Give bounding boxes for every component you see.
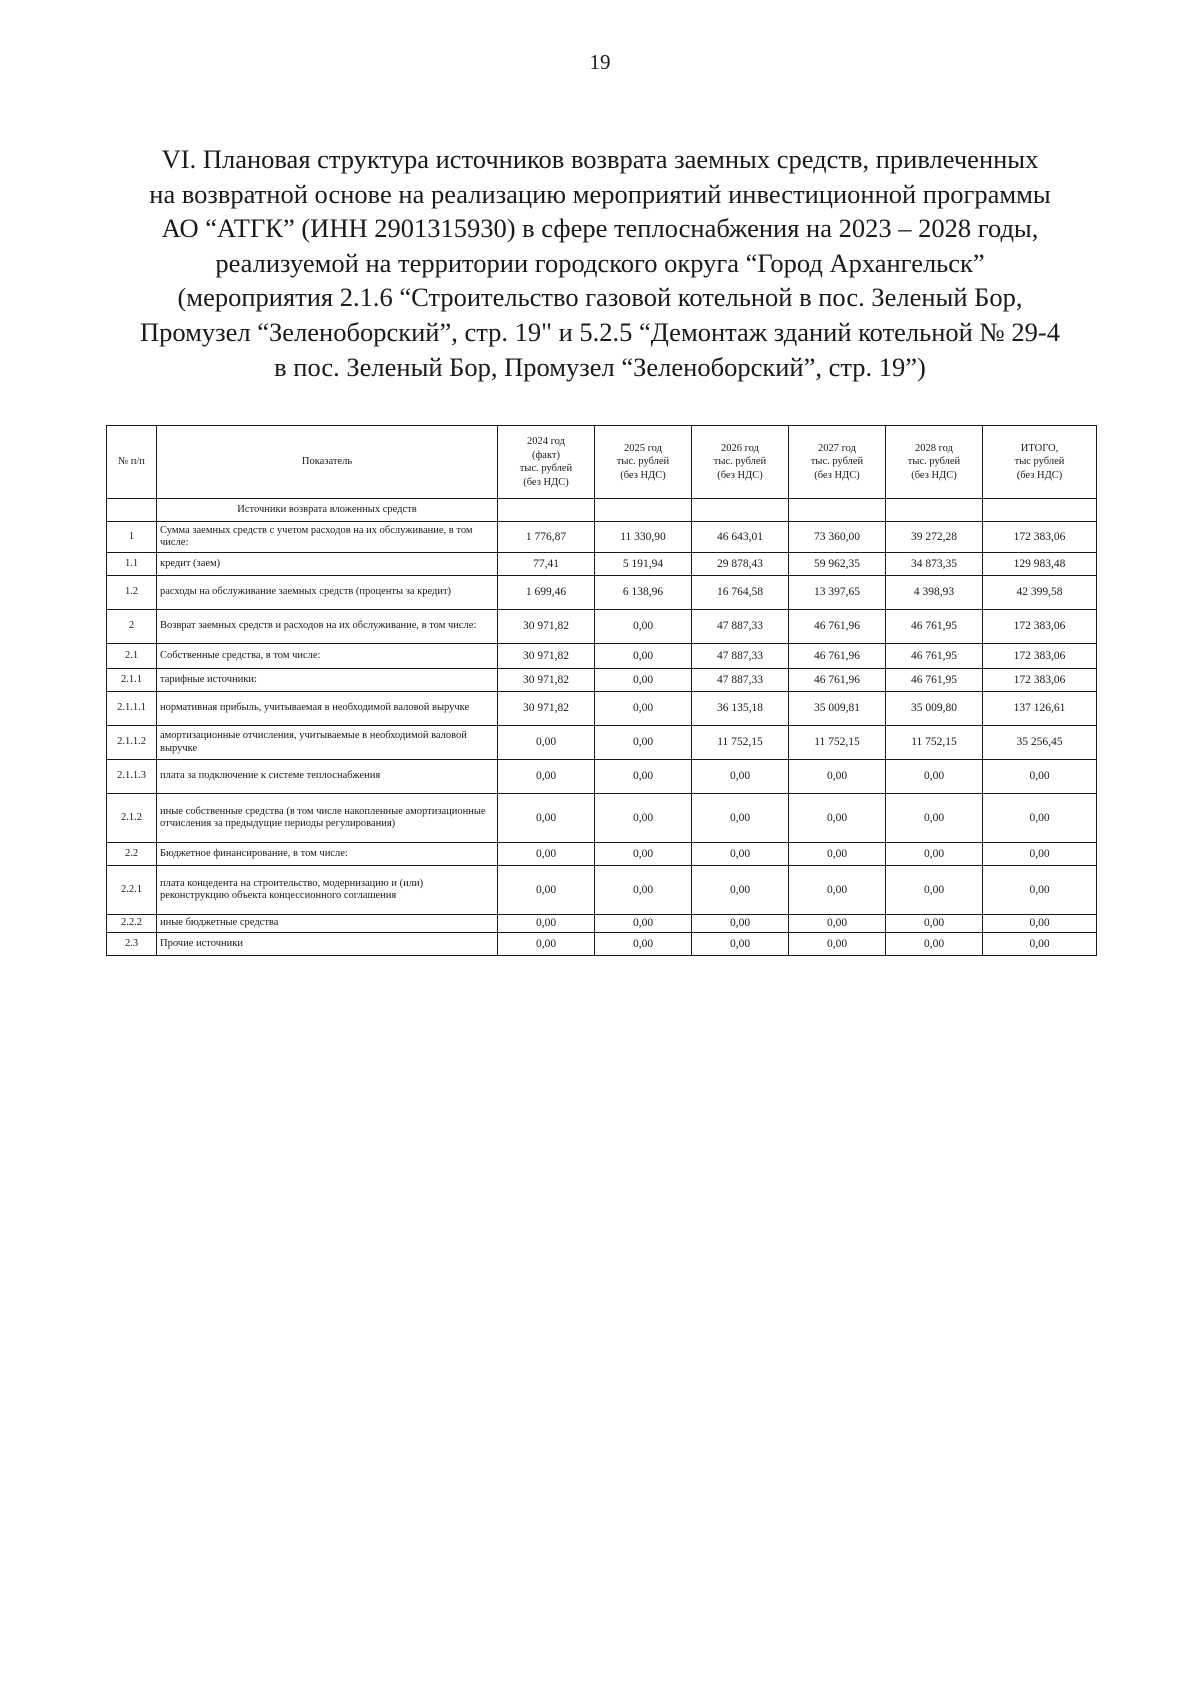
row-num: 1.1 xyxy=(107,553,157,576)
cell-2025: 0,00 xyxy=(595,644,692,669)
section-cell-empty xyxy=(789,499,886,522)
cell-2025: 0,00 xyxy=(595,692,692,726)
row-num: 2.1.1 xyxy=(107,669,157,692)
cell-2027: 11 752,15 xyxy=(789,726,886,760)
cell-2028: 0,00 xyxy=(886,760,983,794)
cell-2026: 47 887,33 xyxy=(692,610,789,644)
cell-total: 0,00 xyxy=(983,794,1097,843)
cell-2025: 0,00 xyxy=(595,760,692,794)
cell-2026: 0,00 xyxy=(692,933,789,956)
table-row xyxy=(107,644,1097,669)
cell-2025: 5 191,94 xyxy=(595,553,692,576)
header-2025-line: 2025 год xyxy=(624,442,662,454)
cell-2025: 6 138,96 xyxy=(595,576,692,610)
header-2027-line: (без НДС) xyxy=(814,469,860,481)
cell-2025: 11 330,90 xyxy=(595,522,692,553)
cell-total: 35 256,45 xyxy=(983,726,1097,760)
cell-2028: 0,00 xyxy=(886,843,983,866)
header-2026 xyxy=(692,426,789,499)
table-row xyxy=(107,866,1097,915)
table-row xyxy=(107,726,1097,760)
title-line-3: АО “АТГК” (ИНН 2901315930) в сфере теплоснабжения на 2023 – 2028 годы, xyxy=(161,213,1039,244)
cell-2024: 30 971,82 xyxy=(498,692,595,726)
cell-2024: 0,00 xyxy=(498,843,595,866)
cell-2026: 0,00 xyxy=(692,843,789,866)
cell-2028: 0,00 xyxy=(886,794,983,843)
page-number: 19 xyxy=(589,50,611,74)
title-line-5: (мероприятия 2.1.6 “Строительство газовой котельной в пос. Зеленый Бор, xyxy=(177,282,1023,313)
table-row xyxy=(107,692,1097,726)
header-2025-line: (без НДС) xyxy=(620,469,666,481)
header-total-line: тыс рублей xyxy=(1014,456,1065,468)
cell-2026: 36 135,18 xyxy=(692,692,789,726)
table-row xyxy=(107,610,1097,644)
row-label: Возврат заемных средств и расходов на их обслуживание, в том числе: xyxy=(157,610,498,644)
row-num: 2 xyxy=(107,610,157,644)
cell-2026: 0,00 xyxy=(692,794,789,843)
row-label: иные собственные средства (в том числе накопленные амортизационные отчисления за предыдущие периоды регулирования) xyxy=(157,794,498,843)
cell-2027: 35 009,81 xyxy=(789,692,886,726)
cell-2024: 77,41 xyxy=(498,553,595,576)
cell-total: 0,00 xyxy=(983,760,1097,794)
cell-total: 137 126,61 xyxy=(983,692,1097,726)
row-label: Собственные средства, в том числе: xyxy=(157,644,498,669)
cell-2027: 0,00 xyxy=(789,866,886,915)
cell-2024: 0,00 xyxy=(498,915,595,933)
cell-2026: 16 764,58 xyxy=(692,576,789,610)
row-num: 2.2.2 xyxy=(107,915,157,933)
row-label: тарифные источники: xyxy=(157,669,498,692)
header-indicator: Показатель xyxy=(157,426,498,499)
cell-total: 172 383,06 xyxy=(983,610,1097,644)
title-line-6: Промузел “Зеленоборский”, стр. 19" и 5.2.5 “Демонтаж зданий котельной № 29-4 xyxy=(140,316,1060,347)
header-2027-line: 2027 год xyxy=(818,442,856,454)
title-line-4: реализуемой на территории городского округа “Город Архангельск” xyxy=(215,247,985,278)
row-num: 2.2.1 xyxy=(107,866,157,915)
cell-2024: 0,00 xyxy=(498,866,595,915)
cell-2026: 29 878,43 xyxy=(692,553,789,576)
cell-2028: 4 398,93 xyxy=(886,576,983,610)
header-2025-line: тыс. рублей xyxy=(616,456,670,468)
cell-total: 129 983,48 xyxy=(983,553,1097,576)
cell-2025: 0,00 xyxy=(595,866,692,915)
section-row xyxy=(107,499,1097,522)
cell-2028: 46 761,95 xyxy=(886,644,983,669)
cell-2027: 46 761,96 xyxy=(789,669,886,692)
row-num: 1 xyxy=(107,522,157,553)
cell-2027: 0,00 xyxy=(789,760,886,794)
cell-2027: 0,00 xyxy=(789,933,886,956)
table-row xyxy=(107,522,1097,553)
cell-2025: 0,00 xyxy=(595,933,692,956)
title-line-1: VI. Плановая структура источников возврата заемных средств, привлеченных xyxy=(161,144,1039,174)
cell-2028: 34 873,35 xyxy=(886,553,983,576)
row-label: нормативная прибыль, учитываемая в необходимой валовой выручке xyxy=(157,692,498,726)
table-row xyxy=(107,553,1097,576)
cell-total: 172 383,06 xyxy=(983,522,1097,553)
cell-2027: 0,00 xyxy=(789,794,886,843)
cell-2025: 0,00 xyxy=(595,843,692,866)
row-label: иные бюджетные средства xyxy=(157,915,498,933)
cell-2028: 0,00 xyxy=(886,933,983,956)
cell-total: 172 383,06 xyxy=(983,644,1097,669)
row-label: плата за подключение к системе теплоснабжения xyxy=(157,760,498,794)
row-label: амортизационные отчисления, учитываемые в необходимой валовой выручке xyxy=(157,726,498,760)
cell-2027: 0,00 xyxy=(789,843,886,866)
row-label: расходы на обслуживание заемных средств (проценты за кредит) xyxy=(157,576,498,610)
cell-2027: 46 761,96 xyxy=(789,644,886,669)
cell-2028: 46 761,95 xyxy=(886,610,983,644)
cell-2026: 46 643,01 xyxy=(692,522,789,553)
table-row xyxy=(107,576,1097,610)
cell-2028: 39 272,28 xyxy=(886,522,983,553)
cell-total: 172 383,06 xyxy=(983,669,1097,692)
header-2024-line: 2024 год xyxy=(527,436,565,447)
cell-2026: 0,00 xyxy=(692,866,789,915)
header-2024-line: (факт) xyxy=(531,449,560,461)
header-2028 xyxy=(886,426,983,499)
section-cell-empty xyxy=(886,499,983,522)
row-num: 2.1.2 xyxy=(107,794,157,843)
row-num: 1.2 xyxy=(107,576,157,610)
header-2024-line: (без НДС) xyxy=(523,476,569,488)
cell-2027: 73 360,00 xyxy=(789,522,886,553)
section-cell-empty xyxy=(692,499,789,522)
cell-2025: 0,00 xyxy=(595,794,692,843)
cell-2028: 0,00 xyxy=(886,866,983,915)
cell-total: 0,00 xyxy=(983,866,1097,915)
row-num: 2.1.1.3 xyxy=(107,760,157,794)
header-num: № п/п xyxy=(107,426,157,499)
cell-total: 0,00 xyxy=(983,915,1097,933)
cell-2024: 1 776,87 xyxy=(498,522,595,553)
cell-2027: 0,00 xyxy=(789,915,886,933)
header-total-line: ИТОГО, xyxy=(1020,442,1059,454)
sources-table xyxy=(106,425,1097,956)
header-2024 xyxy=(498,426,595,499)
header-2028-line: 2028 год xyxy=(915,442,953,454)
cell-2026: 0,00 xyxy=(692,760,789,794)
cell-2024: 30 971,82 xyxy=(498,644,595,669)
cell-2024: 0,00 xyxy=(498,760,595,794)
header-total xyxy=(983,426,1097,499)
section-cell-empty xyxy=(107,499,157,522)
cell-2028: 46 761,95 xyxy=(886,669,983,692)
document-title xyxy=(100,142,1100,384)
header-2026-line: (без НДС) xyxy=(717,469,763,481)
cell-2026: 47 887,33 xyxy=(692,644,789,669)
cell-2024: 30 971,82 xyxy=(498,669,595,692)
header-2025 xyxy=(595,426,692,499)
header-2026-line: тыс. рублей xyxy=(713,456,767,468)
cell-2027: 13 397,65 xyxy=(789,576,886,610)
cell-2025: 0,00 xyxy=(595,915,692,933)
cell-2025: 0,00 xyxy=(595,610,692,644)
cell-2024: 0,00 xyxy=(498,794,595,843)
row-label: Прочие источники xyxy=(157,933,498,956)
table-row xyxy=(107,915,1097,933)
row-num: 2.1.1.2 xyxy=(107,726,157,760)
row-label: плата концедента на строительство, модернизацию и (или) реконструкцию объекта концессионного соглашения xyxy=(157,866,498,915)
cell-2025: 0,00 xyxy=(595,669,692,692)
row-label: Сумма заемных средств с учетом расходов на их обслуживание, в том числе: xyxy=(157,522,498,553)
table-row xyxy=(107,843,1097,866)
section-cell-empty xyxy=(983,499,1097,522)
section-cell-empty xyxy=(595,499,692,522)
cell-total: 0,00 xyxy=(983,933,1097,956)
header-total-line: (без НДС) xyxy=(1016,469,1063,481)
cell-2026: 47 887,33 xyxy=(692,669,789,692)
section-cell-empty xyxy=(498,499,595,522)
cell-2028: 35 009,80 xyxy=(886,692,983,726)
table-row xyxy=(107,794,1097,843)
cell-2028: 0,00 xyxy=(886,915,983,933)
row-label: кредит (заем) xyxy=(157,553,498,576)
section-label: Источники возврата вложенных средств xyxy=(157,499,498,522)
cell-2024: 0,00 xyxy=(498,726,595,760)
cell-2027: 46 761,96 xyxy=(789,610,886,644)
row-num: 2.3 xyxy=(107,933,157,956)
header-2028-line: (без НДС) xyxy=(911,469,957,481)
cell-2026: 0,00 xyxy=(692,915,789,933)
cell-2027: 59 962,35 xyxy=(789,553,886,576)
header-2027 xyxy=(789,426,886,499)
title-line-7: в пос. Зеленый Бор, Промузел “Зеленоборский”, стр. 19”) xyxy=(274,351,926,382)
table-row xyxy=(107,760,1097,794)
header-2027-line: тыс. рублей xyxy=(810,456,864,468)
row-num: 2.1.1.1 xyxy=(107,692,157,726)
header-2024-line: тыс. рублей xyxy=(519,463,573,474)
row-label: Бюджетное финансирование, в том числе: xyxy=(157,843,498,866)
cell-2028: 11 752,15 xyxy=(886,726,983,760)
cell-total: 0,00 xyxy=(983,843,1097,866)
cell-2026: 11 752,15 xyxy=(692,726,789,760)
header-2026-line: 2026 год xyxy=(721,442,759,454)
table-row xyxy=(107,933,1097,956)
row-num: 2.1 xyxy=(107,644,157,669)
table-row xyxy=(107,669,1097,692)
row-num: 2.2 xyxy=(107,843,157,866)
title-line-2: на возвратной основе на реализацию мероприятий инвестиционной программы xyxy=(149,178,1051,209)
cell-total: 42 399,58 xyxy=(983,576,1097,610)
cell-2025: 0,00 xyxy=(595,726,692,760)
table-header-row xyxy=(107,426,1097,499)
cell-2024: 1 699,46 xyxy=(498,576,595,610)
cell-2024: 0,00 xyxy=(498,933,595,956)
cell-2024: 30 971,82 xyxy=(498,610,595,644)
header-2028-line: тыс. рублей xyxy=(907,456,961,468)
